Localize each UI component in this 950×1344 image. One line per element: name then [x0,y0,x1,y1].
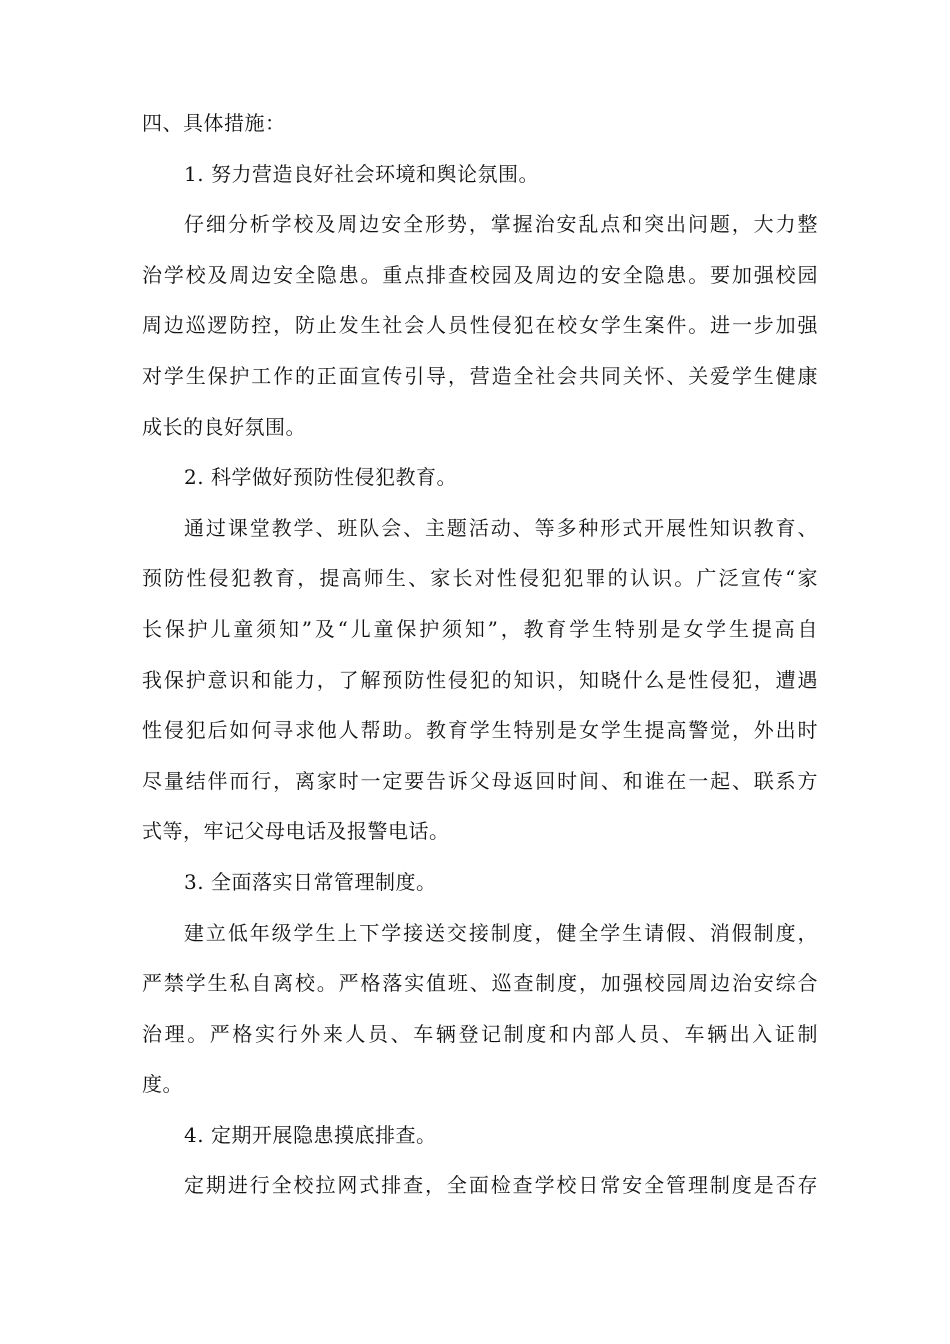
paragraph-line: 我保护意识和能力，了解预防性侵犯的知识，知晓什么是性侵犯，遭遇 [142,667,818,692]
subsection-heading-1: 1. 努力营造良好社会环境和舆论氛围。 [184,161,539,186]
paragraph-line: 周边巡逻防控，防止发生社会人员性侵犯在校女学生案件。进一步加强 [142,313,818,338]
paragraph-line: 治理。严格实行外来人员、车辆登记制度和内部人员、车辆出入证制 [142,1021,818,1046]
paragraph-line: 治学校及周边安全隐患。重点排查校园及周边的安全隐患。要加强校园 [142,262,818,287]
paragraph-line: 度。 [142,1072,183,1097]
paragraph-line: 定期进行全校拉网式排查，全面检查学校日常安全管理制度是否存 [184,1173,818,1198]
paragraph-line: 性侵犯后如何寻求他人帮助。教育学生特别是女学生提高警觉，外出时 [142,718,818,743]
subsection-heading-3: 3. 全面落实日常管理制度。 [184,869,437,894]
document-page [142,98,818,1211]
subsection-heading-4: 4. 定期开展隐患摸底排查。 [184,1122,437,1147]
paragraph-line: 对学生保护工作的正面宣传引导，营造全社会共同关怀、关爱学生健康 [142,363,818,388]
paragraph-line: 严禁学生私自离校。严格落实值班、巡查制度，加强校园周边治安综合 [142,971,818,996]
paragraph-line: 建立低年级学生上下学接送交接制度，健全学生请假、消假制度， [184,920,818,945]
section-heading: 四、具体措施： [142,111,286,135]
paragraph-line: 预防性侵犯教育，提高师生、家长对性侵犯犯罪的认识。广泛宣传“家 [142,566,818,591]
paragraph-line: 成长的良好氛围。 [142,414,306,439]
paragraph-line: 长保护儿童须知”及“儿童保护须知”，教育学生特别是女学生提高自 [142,616,818,641]
subsection-heading-2: 2. 科学做好预防性侵犯教育。 [184,465,457,490]
paragraph-line: 通过课堂教学、班队会、主题活动、等多种形式开展性知识教育、 [184,515,818,540]
paragraph-line: 尽量结伴而行，离家时一定要告诉父母返回时间、和谁在一起、联系方 [142,768,818,793]
paragraph-line: 式等，牢记父母电话及报警电话。 [142,819,450,844]
paragraph-line: 仔细分析学校及周边安全形势，掌握治安乱点和突出问题，大力整 [184,212,818,237]
